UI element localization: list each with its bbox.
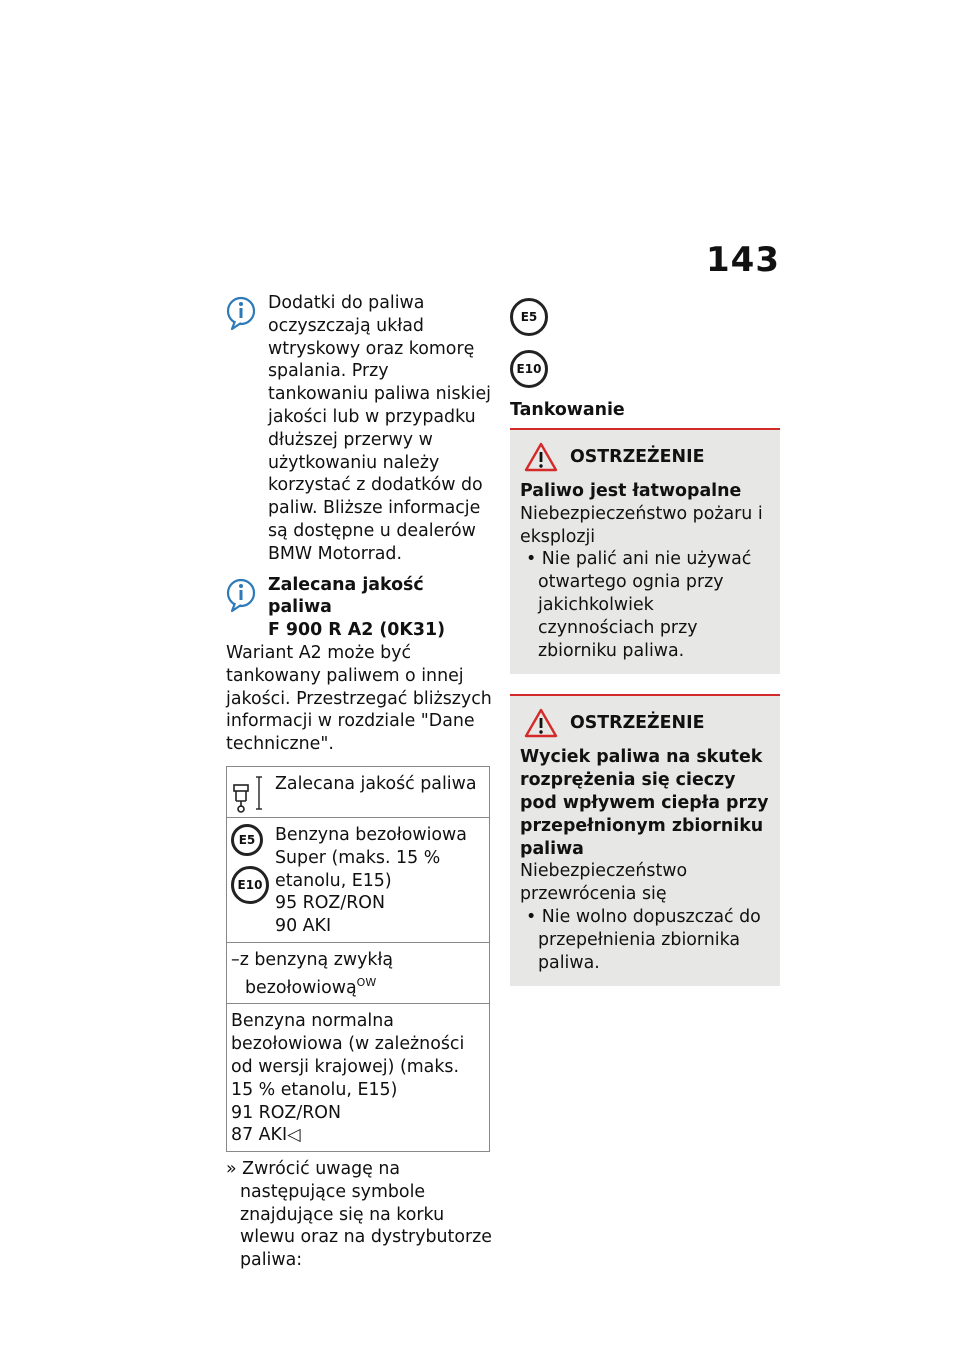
- fuel-type: Benzyna bezołowiowa: [275, 824, 467, 845]
- regular-fuel-ron: 91 ROZ/RON: [231, 1102, 341, 1123]
- table-row: [227, 766, 490, 817]
- regular-fuel-option: [231, 949, 485, 999]
- warning-subtitle: Wyciek paliwa na skutek rozprężenia się cieczy pod wpływem ciepła przy przepełnionym zbiorniku paliwa: [520, 747, 769, 859]
- info-icon: [226, 578, 256, 614]
- info-body: Wariant A2 może być tankowany paliwem o innej jakości. Przestrzegać bliższych informacji w rozdziale "Dane techniczne".: [226, 642, 492, 755]
- fuel-ethanol-limit: Super (maks. 15 % etanolu, E15): [275, 847, 441, 891]
- info-note-text: Dodatki do paliwa oczyszczają układ wtryskowy oraz komorę spalania. Przy tankowaniu paliwa niskiej jakości lub w przypadku dłuższej przerwy w użytkowaniu należy korzystać z dodatków do paliw. Bliższe informacje są dostępne u dealerów BMW Motorrad.: [268, 293, 491, 564]
- right-column: [510, 292, 780, 986]
- warning-subtitle: Paliwo jest łatwopalne: [520, 481, 742, 501]
- left-column: [226, 292, 492, 1272]
- fuel-gauge-icon: [231, 773, 265, 813]
- regular-fuel-text: –z benzyną zwykłą bezołowiową: [231, 949, 394, 998]
- instruction-marker: »: [226, 1159, 237, 1180]
- instruction-step: [226, 1158, 492, 1272]
- e10-fuel-badge-icon: E10: [510, 350, 548, 388]
- warning-bullet-text: Nie wolno dopuszczać do przepełnienia zbiornika paliwa.: [538, 906, 761, 973]
- warning-title: OSTRZEŻENIE: [570, 713, 705, 734]
- page-number: 143: [706, 240, 780, 280]
- regular-fuel-desc: Benzyna normalna bezołowiowa (w zależności od wersji krajowej) (maks. 15 % etanolu, E15): [231, 1011, 465, 1100]
- warning-bullet: • Nie wolno dopuszczać do przepełnienia zbiornika paliwa.: [526, 906, 761, 973]
- warning-bullet-text: Nie palić ani nie używać otwartego ognia przy jakichkolwiek czynnościach przy zbiorniku paliwa.: [538, 549, 752, 661]
- info-icon: [226, 296, 256, 332]
- e5-fuel-badge-icon: E5: [231, 824, 263, 856]
- info-note-fuel-quality: [226, 574, 492, 756]
- end-mark: ◁: [287, 1125, 301, 1146]
- ow-superscript: OW: [356, 975, 377, 989]
- info-title-line1: Zalecana jakość paliwa: [268, 574, 424, 618]
- fuel-aki: 90 AKI: [275, 916, 332, 937]
- warning-box-overflow: [510, 694, 780, 986]
- warning-description: Niebezpieczeństwo pożaru i eksplozji: [520, 503, 763, 547]
- warning-bullet: • Nie palić ani nie używać otwartego ognia przy jakichkolwiek czynnościach przy zbiorniku paliwa.: [526, 549, 752, 661]
- regular-fuel-aki-line: [231, 1124, 485, 1147]
- fuel-ron: 95 ROZ/RON: [275, 893, 385, 914]
- table-row: [227, 817, 490, 942]
- warning-triangle-icon: [524, 442, 558, 472]
- table-row: [227, 1004, 490, 1152]
- warning-box-flammable: [510, 428, 780, 674]
- regular-fuel-aki: 87 AKI: [231, 1125, 288, 1146]
- fuel-quality-table: [226, 766, 490, 1152]
- instruction-text: Zwrócić uwagę na następujące symbole znajdujące się na korku wlewu oraz na dystrybutorze paliwa:: [240, 1159, 492, 1271]
- e10-fuel-badge-icon: E10: [231, 866, 269, 904]
- table-row: [227, 942, 490, 1003]
- info-title-line2: F 900 R A2 (0K31): [268, 620, 446, 641]
- warning-description: Niebezpieczeństwo przewrócenia się: [520, 861, 688, 905]
- warning-title: OSTRZEŻENIE: [570, 447, 705, 467]
- info-note-additives: [226, 292, 492, 566]
- warning-triangle-icon: [524, 708, 558, 738]
- table-header: Zalecana jakość paliwa: [275, 773, 477, 794]
- e5-fuel-badge-icon: E5: [510, 298, 548, 336]
- section-title: Tankowanie: [510, 400, 625, 420]
